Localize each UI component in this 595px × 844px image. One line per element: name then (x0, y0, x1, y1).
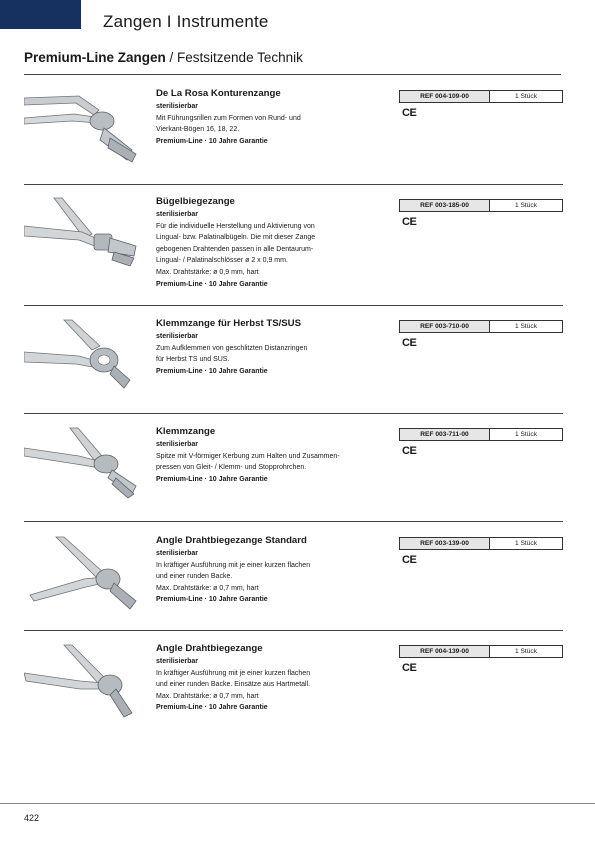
product-info (156, 196, 386, 290)
ref-quantity: 1 Stück (515, 323, 537, 330)
product-sterile: sterilisierbar (156, 103, 199, 110)
page-number: 422 (24, 813, 40, 823)
product-desc-line: pressen von Gleit- / Klemm- und Stopprohrchen. (156, 464, 307, 472)
product-divider (24, 521, 563, 522)
pliers-image (24, 426, 152, 506)
product-desc-line: Lingual- bzw. Palatinalbügeln. Die mit dieser Zange (156, 234, 316, 242)
ref-code: REF 003-710-00 (400, 321, 490, 332)
product-desc-line: und einer runden Backe. (156, 573, 233, 581)
product-info (156, 535, 386, 606)
ref-quantity: 1 Stück (515, 540, 537, 547)
pliers-image (24, 88, 152, 168)
product-sterile: sterilisierbar (156, 211, 199, 218)
product-desc-line: für Herbst TS und SUS. (156, 356, 230, 364)
product-sterile: sterilisierbar (156, 333, 199, 340)
product-divider (24, 413, 563, 414)
ref-code: REF 004-139-00 (400, 646, 490, 657)
ref-quantity: 1 Stück (515, 431, 537, 438)
product-guarantee: Premium-Line · 10 Jahre Garantie (156, 280, 268, 288)
ref-quantity: 1 Stück (515, 648, 537, 655)
page-header-title: Zangen I Instrumente (103, 12, 269, 31)
product-guarantee: Premium-Line · 10 Jahre Garantie (156, 596, 268, 604)
pliers-image (24, 643, 152, 723)
product-desc-line: Lingual- / Palatinalschlösser ø 2 x 0,9 mm. (156, 257, 288, 265)
product-desc-line: gebogenen Drahtenden passen in alle Dentaurum- (156, 245, 314, 253)
product-name: Bügelbiegezange (156, 196, 235, 207)
product-divider (24, 305, 563, 306)
product-name: De La Rosa Konturenzange (156, 88, 281, 99)
ref-box (399, 537, 563, 550)
product-info (156, 318, 386, 377)
pliers-image (24, 535, 152, 615)
product-desc-line: Zum Aufklemmen von geschlitzten Distanzringen (156, 344, 308, 352)
ce-mark: CE (402, 662, 417, 674)
product-desc-line: Für die individuelle Herstellung und Aktivierung von (156, 222, 315, 230)
product-desc-line: Vierkant-Bögen 16, 18, 22. (156, 126, 240, 134)
product-sterile: sterilisierbar (156, 658, 199, 665)
ref-code: REF 003-185-00 (400, 200, 490, 211)
product-desc-line: In kräftiger Ausführung mit je einer kurzen flachen (156, 561, 311, 569)
footer-divider (0, 803, 595, 804)
product-name: Klemmzange für Herbst TS/SUS (156, 318, 302, 329)
ref-quantity: 1 Stück (515, 93, 537, 100)
product-desc-line: In kräftiger Ausführung mit je einer kurzen flachen (156, 669, 311, 677)
product-desc-line: und einer runden Backe. Einsätze aus Hartmetall. (156, 681, 311, 689)
pliers-image (24, 318, 152, 398)
product-desc-line: Max. Drahtstärke: ø 0,7 mm, hart (156, 692, 259, 700)
ref-code: REF 003-139-00 (400, 538, 490, 549)
ce-mark: CE (402, 445, 417, 457)
product-desc-line: Max. Drahtstärke: ø 0,7 mm, hart (156, 584, 259, 592)
ref-quantity: 1 Stück (515, 202, 537, 209)
section-title (24, 50, 303, 65)
product-guarantee: Premium-Line · 10 Jahre Garantie (156, 475, 268, 483)
product-desc-line: Mit Führungsrillen zum Formen von Rund- und (156, 114, 301, 122)
product-guarantee: Premium-Line · 10 Jahre Garantie (156, 704, 268, 712)
pliers-image (24, 196, 152, 276)
ref-box (399, 199, 563, 212)
section-title-rest: / Festsitzende Technik (165, 50, 303, 65)
product-name: Angle Drahtbiegezange Standard (156, 535, 307, 546)
product-desc-line: Spitze mit V-förmiger Kerbung zum Halten und Zusammen- (156, 452, 340, 460)
section-title-bold: Premium-Line Zangen (24, 50, 166, 65)
product-guarantee: Premium-Line · 10 Jahre Garantie (156, 137, 268, 145)
product-sterile: sterilisierbar (156, 550, 199, 557)
ref-box (399, 90, 563, 103)
ce-mark: CE (402, 337, 417, 349)
header-color-block (0, 0, 81, 29)
product-guarantee: Premium-Line · 10 Jahre Garantie (156, 367, 268, 375)
product-sterile: sterilisierbar (156, 441, 199, 448)
product-divider (24, 184, 563, 185)
ref-code: REF 003-711-00 (400, 429, 490, 440)
section-divider (24, 74, 561, 75)
product-name: Klemmzange (156, 426, 216, 437)
ref-box (399, 428, 563, 441)
ce-mark: CE (402, 107, 417, 119)
product-info (156, 88, 386, 147)
ref-box (399, 320, 563, 333)
product-desc-line: Max. Drahtstärke: ø 0,9 mm, hart (156, 268, 259, 276)
ref-code: REF 004-109-00 (400, 91, 490, 102)
product-info (156, 643, 386, 714)
ce-mark: CE (402, 216, 417, 228)
ref-box (399, 645, 563, 658)
product-info (156, 426, 386, 485)
ce-mark: CE (402, 554, 417, 566)
product-divider (24, 630, 563, 631)
product-name: Angle Drahtbiegezange (156, 643, 263, 654)
